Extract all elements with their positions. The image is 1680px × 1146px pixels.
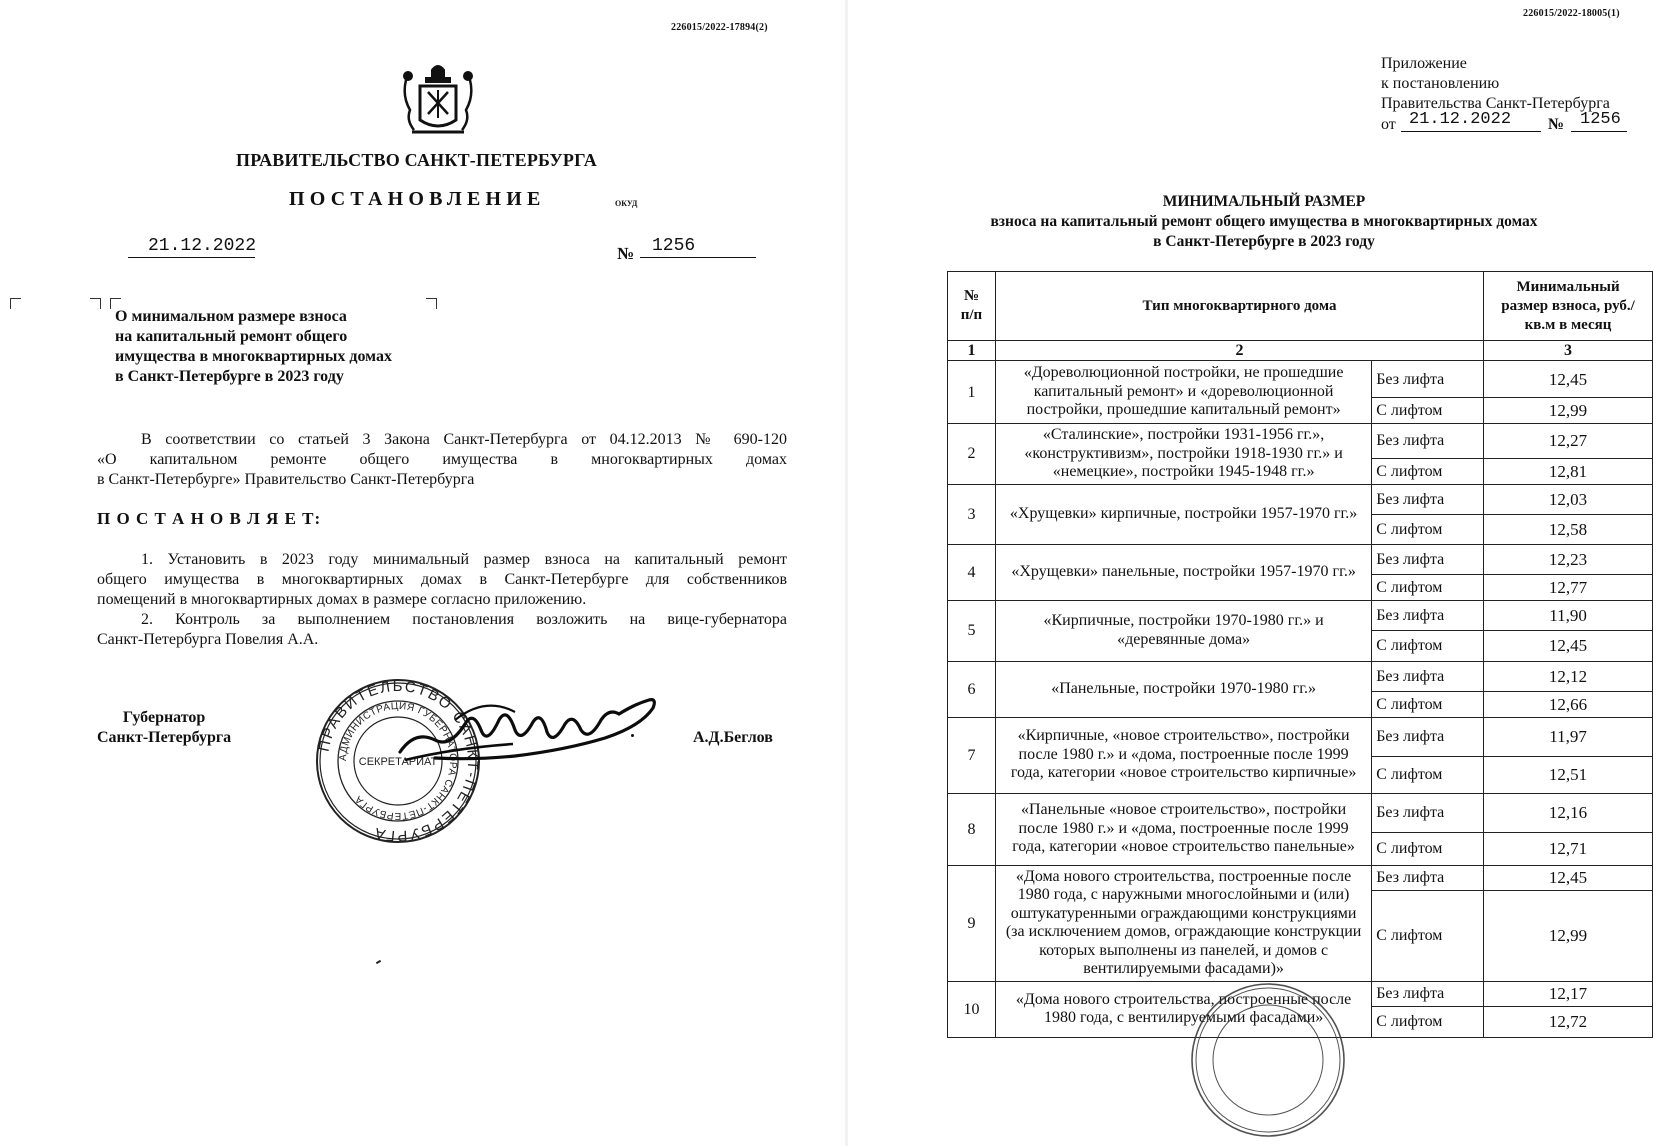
signatory-name: А.Д.Беглов bbox=[693, 729, 773, 746]
fee-value-cell: 12,66 bbox=[1484, 691, 1653, 717]
row-number-cell: 5 bbox=[948, 600, 996, 661]
coat-of-arms-emblem bbox=[398, 60, 478, 136]
row-number-cell: 4 bbox=[948, 544, 996, 600]
date-underline bbox=[128, 257, 255, 258]
signatory-title-line: Санкт-Петербурга bbox=[97, 729, 232, 746]
fee-value-cell: 12,12 bbox=[1484, 661, 1653, 691]
organization-name: ПРАВИТЕЛЬСТВО САНКТ-ПЕТЕРБУРГА bbox=[236, 150, 597, 170]
table-row bbox=[948, 865, 1653, 891]
seal-center-text: СЕКРЕТАРИАТ bbox=[358, 756, 438, 768]
signature-dot bbox=[631, 734, 634, 737]
title-line: на капитальный ремонт общего bbox=[115, 328, 348, 345]
building-type-cell: «Кирпичные, постройки 1970-1980 гг.» и «деревянные дома» bbox=[995, 600, 1371, 661]
lift-condition-cell: Без лифта bbox=[1372, 424, 1484, 459]
table-row bbox=[948, 424, 1653, 459]
decree-title bbox=[115, 307, 392, 387]
building-type-cell: «Дома нового строительства, построенные после 1980 года, с наружными многослойными и (или) оштукатуренными ограждающими конструкциями (за исключением домов, ограждающие конструкции которых выполнены из панелей, и домов с вентилируемыми фасадами)» bbox=[995, 865, 1371, 981]
fee-value-cell: 11,97 bbox=[1484, 717, 1653, 756]
title-line: О минимальном размере взноса bbox=[115, 308, 347, 325]
lift-condition-cell: С лифтом bbox=[1372, 891, 1484, 981]
okud-label: ОКУД bbox=[615, 199, 638, 208]
item-line: 2. Контроль за выполнением постановления возложить на вице-губернатора bbox=[141, 611, 787, 628]
preamble-paragraph bbox=[97, 430, 787, 490]
decree-number: 1256 bbox=[652, 236, 696, 256]
fee-value-cell: 12,81 bbox=[1484, 458, 1653, 484]
appendix-seal-stamp bbox=[1188, 950, 1348, 1140]
lift-condition-cell: С лифтом bbox=[1372, 1006, 1484, 1037]
column-number-cell: 2 bbox=[995, 341, 1483, 361]
table-row bbox=[948, 484, 1653, 514]
lift-condition-cell: С лифтом bbox=[1372, 756, 1484, 793]
fee-value-cell: 12,71 bbox=[1484, 832, 1653, 865]
item-line: 1. Установить в 2023 году минимальный размер взноса на капитальный ремонт bbox=[141, 551, 787, 568]
appendix-reference bbox=[1381, 54, 1621, 136]
table-row bbox=[948, 600, 1653, 630]
heading-line: МИНИМАЛЬНЫЙ РАЗМЕР bbox=[1162, 193, 1366, 210]
row-number-cell: 3 bbox=[948, 484, 996, 544]
lift-condition-cell: Без лифта bbox=[1372, 717, 1484, 756]
lift-condition-cell: С лифтом bbox=[1372, 691, 1484, 717]
building-type-cell: «Дореволюционной постройки, не прошедшие капитальный ремонт» и «дореволюционной постройки, прошедшие капитальный ремонт» bbox=[995, 361, 1371, 424]
table-row bbox=[948, 717, 1653, 756]
signatory-title bbox=[97, 708, 231, 748]
row-number-cell: 7 bbox=[948, 717, 996, 793]
lift-condition-cell: С лифтом bbox=[1372, 832, 1484, 865]
row-number-cell: 2 bbox=[948, 424, 996, 485]
fee-value-cell: 12,58 bbox=[1484, 514, 1653, 544]
title-line: в Санкт-Петербурге в 2023 году bbox=[115, 368, 344, 385]
lift-condition-cell: С лифтом bbox=[1372, 574, 1484, 600]
table-header-row bbox=[948, 272, 1653, 341]
appendix-line: Приложение bbox=[1381, 55, 1467, 72]
lift-condition-cell: Без лифта bbox=[1372, 544, 1484, 574]
handwritten-signature bbox=[395, 690, 665, 770]
appendix-page bbox=[848, 0, 1680, 1146]
header-cell: Минимальный размер взноса, руб./кв.м в месяц bbox=[1484, 272, 1653, 341]
table-row bbox=[948, 793, 1653, 832]
appendix-heading bbox=[848, 192, 1680, 252]
preamble-line: В соответствии со статьей 3 Закона Санкт-Петербурга от 04.12.2013 № 690-120 bbox=[141, 431, 787, 448]
building-type-cell: «Панельные, постройки 1970-1980 гг.» bbox=[995, 661, 1371, 717]
signatory-title-line: Губернатор bbox=[122, 709, 206, 726]
table-row bbox=[948, 661, 1653, 691]
column-number-row bbox=[948, 341, 1653, 361]
appendix-line: Правительства Санкт-Петербурга bbox=[1381, 95, 1610, 112]
lift-condition-cell: Без лифта bbox=[1372, 661, 1484, 691]
seal-outer-text: ПРАВИТЕЛЬСТВО САНКТ-ПЕТЕРБУРГА bbox=[315, 677, 482, 845]
table-row bbox=[948, 361, 1653, 398]
lift-condition-cell: Без лифта bbox=[1372, 793, 1484, 832]
title-line: имущества в многоквартирных домах bbox=[115, 348, 392, 365]
lift-condition-cell: Без лифта bbox=[1372, 865, 1484, 891]
title-corner-mark bbox=[90, 298, 101, 309]
row-number-cell: 9 bbox=[948, 865, 996, 981]
fee-value-cell: 12,23 bbox=[1484, 544, 1653, 574]
document-registration-number: 226015/2022-18005(1) bbox=[1523, 8, 1620, 19]
preamble-line: «О капитальном ремонте общего имущества в многоквартирных домах bbox=[97, 451, 787, 468]
title-corner-mark bbox=[426, 298, 437, 309]
resolves-heading: П О С Т А Н О В Л Я Е Т: bbox=[97, 509, 322, 528]
item-line: помещений в многоквартирных домах в размере согласно приложению. bbox=[97, 591, 587, 608]
title-corner-mark bbox=[10, 298, 21, 309]
building-type-cell: «Сталинские», постройки 1931-1956 гг.», «конструктивизм», постройки 1918-1930 гг.» и «немецкие», постройки 1945-1948 гг.» bbox=[995, 424, 1371, 485]
item-line: Санкт-Петербурга Повелия А.А. bbox=[97, 631, 319, 648]
appendix-date-line bbox=[1381, 110, 1621, 136]
fee-value-cell: 12,45 bbox=[1484, 865, 1653, 891]
seal-inner-text: АДМИНИСТРАЦИЯ ГУБЕРНАТОРА САНКТ-ПЕТЕРБУРГА bbox=[337, 700, 459, 822]
lift-condition-cell: Без лифта bbox=[1372, 361, 1484, 398]
table-body bbox=[948, 361, 1653, 1038]
lift-condition-cell: С лифтом bbox=[1372, 514, 1484, 544]
fee-value-cell: 11,90 bbox=[1484, 600, 1653, 630]
building-type-cell: «Кирпичные, «новое строительство», постройки после 1980 г.» и «дома, построенные после 1999 года, категории «новое строительство кирпичные» bbox=[995, 717, 1371, 793]
appendix-date-underline bbox=[1401, 131, 1541, 132]
row-number-cell: 1 bbox=[948, 361, 996, 424]
appendix-date: 21.12.2022 bbox=[1409, 110, 1512, 129]
heading-line: взноса на капитальный ремонт общего имущества в многоквартирных домах bbox=[990, 213, 1538, 230]
fee-value-cell: 12,27 bbox=[1484, 424, 1653, 459]
lift-condition-cell: Без лифта bbox=[1372, 600, 1484, 630]
fee-value-cell: 12,45 bbox=[1484, 630, 1653, 661]
table-row bbox=[948, 544, 1653, 574]
appendix-number-underline bbox=[1571, 131, 1627, 132]
appendix-line: к постановлению bbox=[1381, 75, 1500, 92]
fee-value-cell: 12,16 bbox=[1484, 793, 1653, 832]
header-cell: Тип многоквартирного дома bbox=[995, 272, 1483, 341]
number-sign: № bbox=[617, 244, 635, 263]
decree-date: 21.12.2022 bbox=[148, 236, 257, 256]
row-number-cell: 10 bbox=[948, 981, 996, 1037]
fee-value-cell: 12,17 bbox=[1484, 981, 1653, 1006]
building-type-cell: «Хрущевки» панельные, постройки 1957-1970 гг.» bbox=[995, 544, 1371, 600]
row-number-cell: 8 bbox=[948, 793, 996, 865]
fee-value-cell: 12,99 bbox=[1484, 398, 1653, 424]
heading-line: в Санкт-Петербурге в 2023 году bbox=[1153, 233, 1375, 250]
lift-condition-cell: Без лифта bbox=[1372, 484, 1484, 514]
fee-value-cell: 12,45 bbox=[1484, 361, 1653, 398]
document-registration-number: 226015/2022-17894(2) bbox=[671, 22, 768, 33]
preamble-line: в Санкт-Петербурге» Правительство Санкт-Петербурга bbox=[97, 471, 475, 488]
appendix-from-label: от bbox=[1381, 116, 1396, 133]
lift-condition-cell: С лифтом bbox=[1372, 630, 1484, 661]
decree-item-1 bbox=[97, 550, 787, 610]
column-number-cell: 1 bbox=[948, 341, 996, 361]
fee-value-cell: 12,51 bbox=[1484, 756, 1653, 793]
document-type: ПОСТАНОВЛЕНИЕ bbox=[289, 188, 546, 210]
item-line: общего имущества в многоквартирных домах в Санкт-Петербурге для собственников bbox=[97, 571, 787, 588]
building-type-cell: «Панельные «новое строительство», постройки после 1980 г.» и «дома, построенные после 1999 года, категории «новое строительство панельные» bbox=[995, 793, 1371, 865]
fee-value-cell: 12,99 bbox=[1484, 891, 1653, 981]
fee-value-cell: 12,03 bbox=[1484, 484, 1653, 514]
lift-condition-cell: С лифтом bbox=[1372, 458, 1484, 484]
row-number-cell: 6 bbox=[948, 661, 996, 717]
decree-item-2 bbox=[97, 610, 787, 650]
header-cell: № п/п bbox=[948, 272, 996, 341]
building-type-cell: «Дома нового строительства, построенные после 1980 года, с вентилируемыми фасадами» bbox=[995, 981, 1371, 1037]
fee-value-cell: 12,77 bbox=[1484, 574, 1653, 600]
lift-condition-cell: Без лифта bbox=[1372, 981, 1484, 1006]
fee-table bbox=[947, 271, 1653, 1038]
number-underline bbox=[640, 257, 756, 258]
scan-speck bbox=[376, 960, 381, 964]
lift-condition-cell: С лифтом bbox=[1372, 398, 1484, 424]
column-number-cell: 3 bbox=[1484, 341, 1653, 361]
fee-value-cell: 12,72 bbox=[1484, 1006, 1653, 1037]
building-type-cell: «Хрущевки» кирпичные, постройки 1957-1970 гг.» bbox=[995, 484, 1371, 544]
appendix-number-sign: № bbox=[1548, 116, 1565, 133]
appendix-number: 1256 bbox=[1580, 110, 1621, 129]
